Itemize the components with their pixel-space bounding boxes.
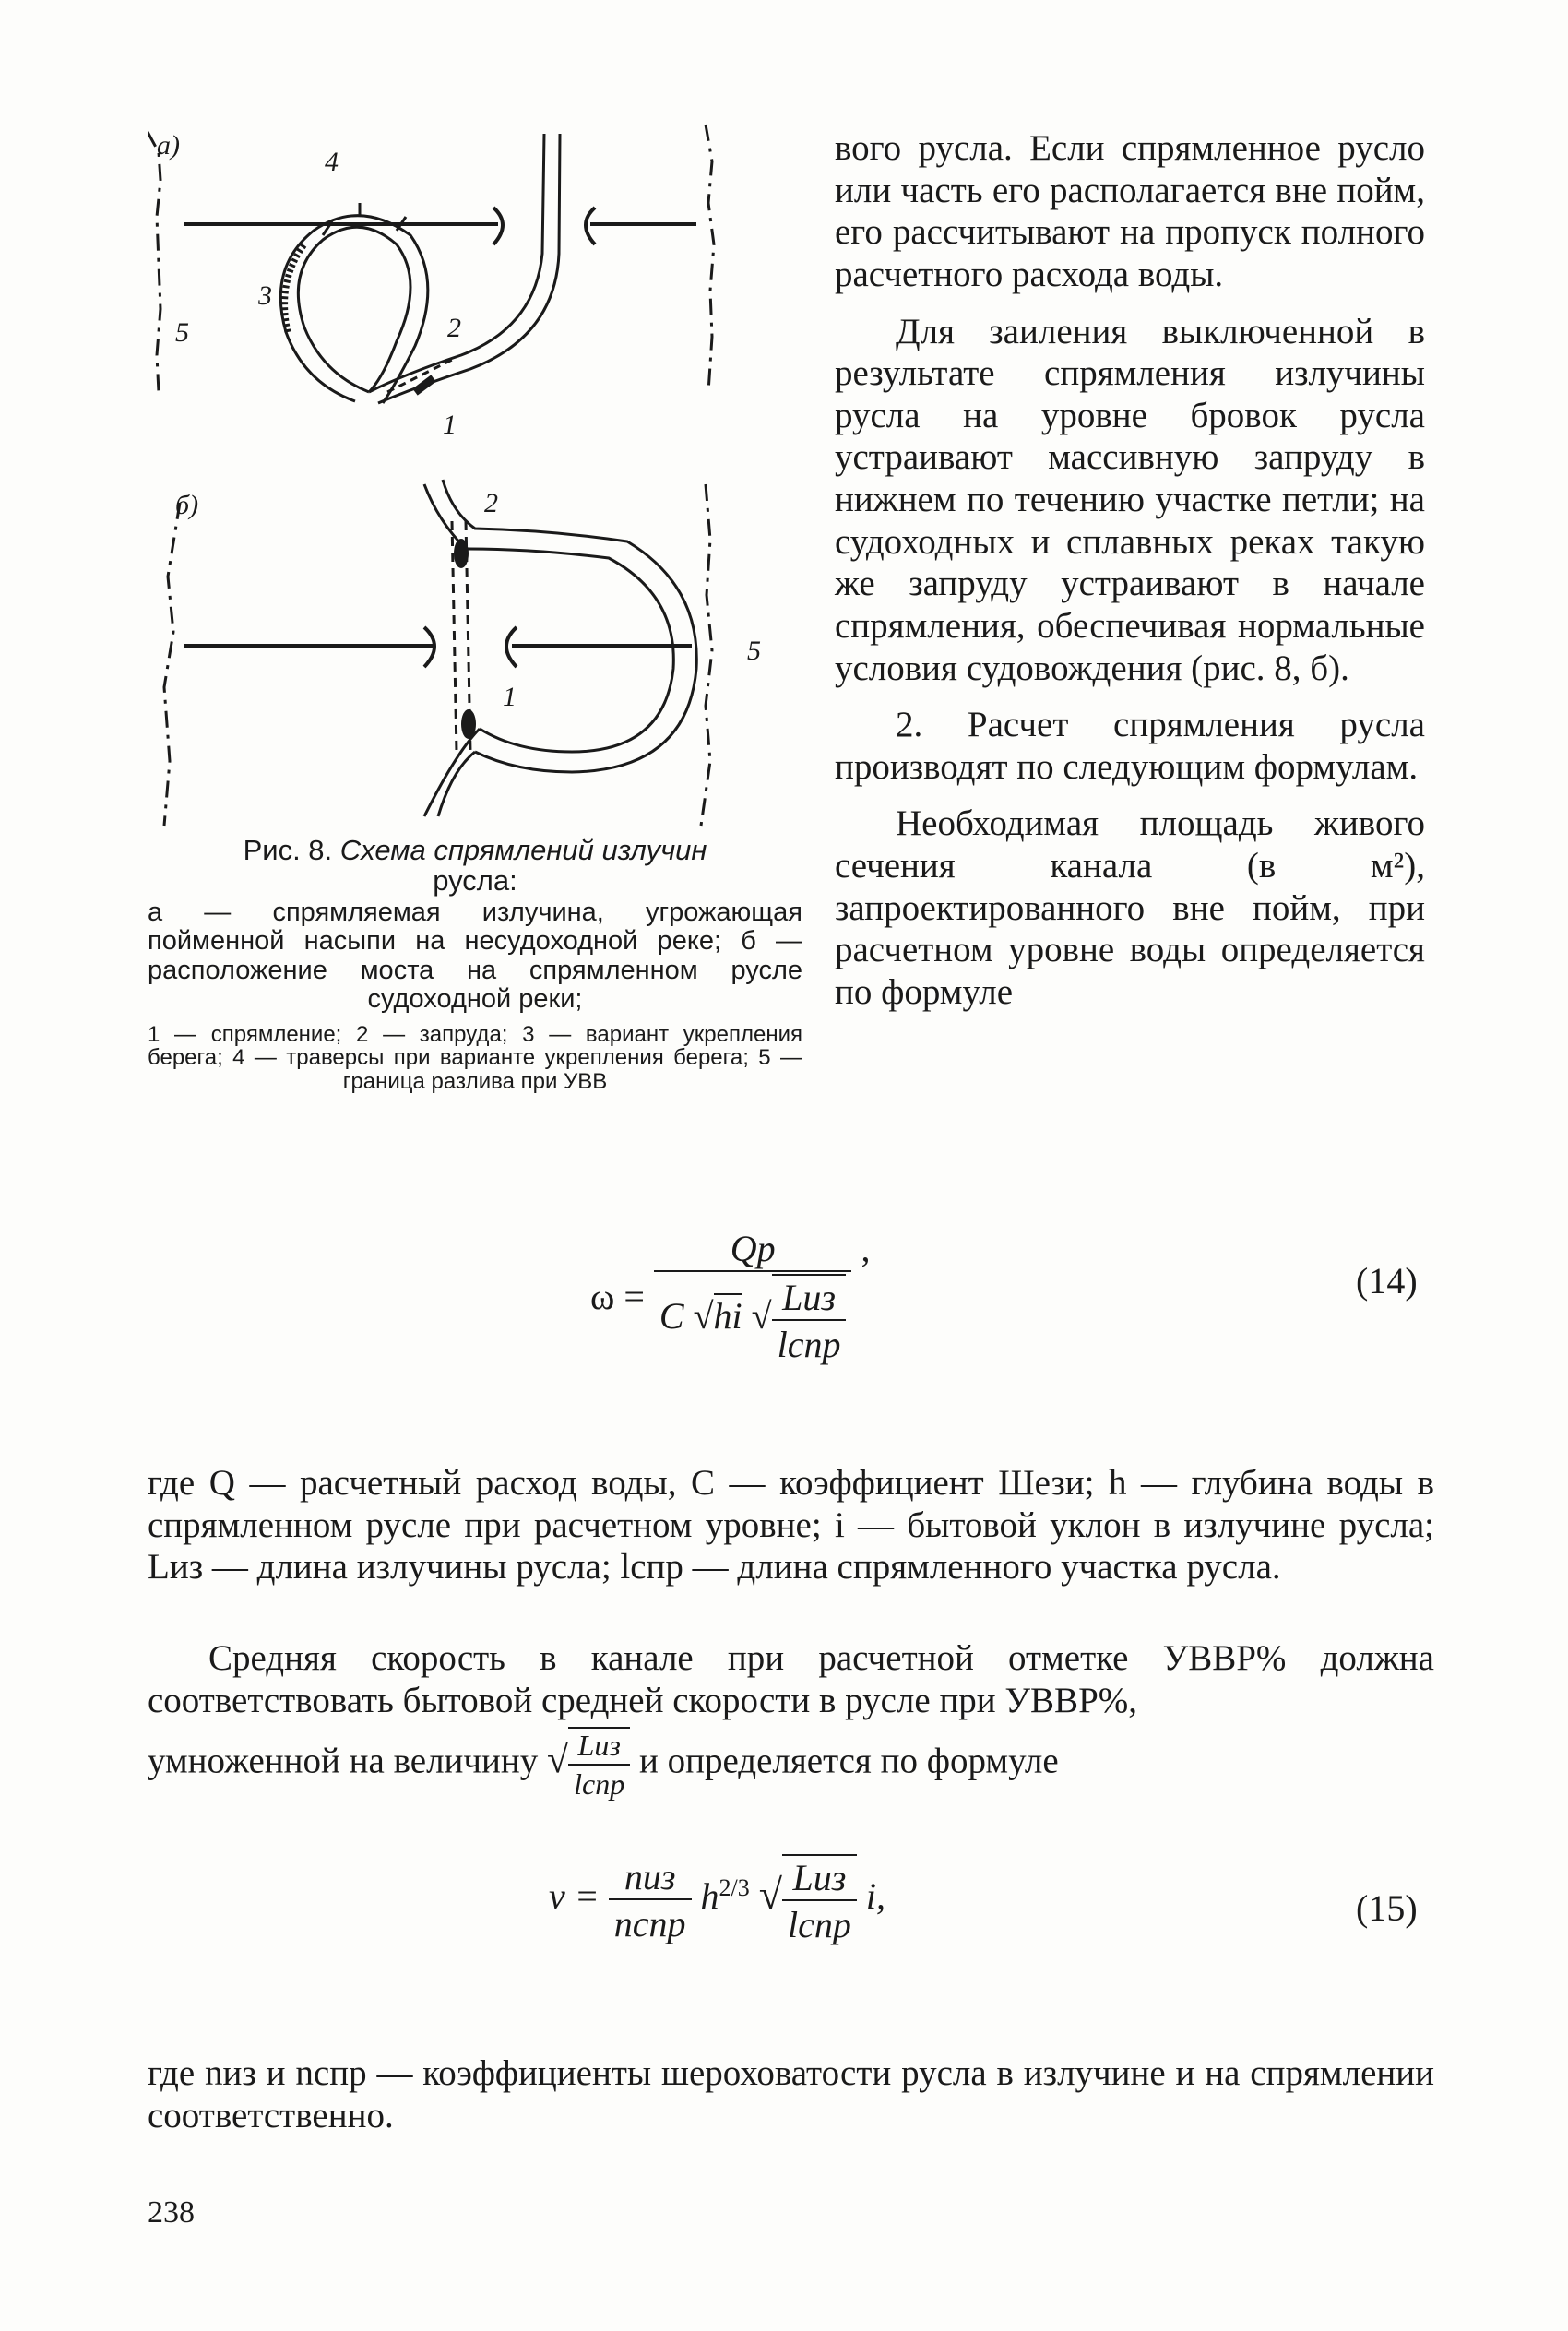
label-3: 3	[258, 280, 272, 311]
meander-loop-b	[424, 484, 673, 752]
paragraph: Для заиления выключенной в результате спрямления излучины русла на уровне бровок русла устраивают массивную запруду в нижнем по течению участке петли; на судоходных и сплавных реках такую же запруду устраивают в начале спрямления, обеспечивая нормальные условия судовождения (рис. 8, б).	[835, 311, 1425, 688]
roughness-paragraph: где nиз и nспр — коэффициенты шероховатости русла в излучине и на спрямлении соответственно.	[148, 2053, 1434, 2135]
flood-boundary-right-b	[701, 484, 712, 826]
dam-lower-b	[461, 709, 476, 739]
meander-loop-a	[298, 227, 410, 392]
caption-title: Рис. 8. Схема спрямлений излучин русла:	[243, 834, 707, 898]
label-5-a: 5	[175, 317, 189, 348]
equation-number-14: (14)	[1356, 1260, 1418, 1302]
paragraph: вого русла. Если спрямленное русло или часть его располагается вне пойм, его рассчитывают на пропуск полного расчетного расхода воды.	[835, 128, 1425, 294]
right-column-text	[835, 127, 1425, 1029]
flood-boundary-left-b	[164, 503, 180, 826]
label-1-b: 1	[503, 682, 517, 712]
label-a: а)	[157, 130, 180, 161]
formula-15: v = $\frac{\text{nиз}}{\text{nспр}}$ $h^{2/3}$ √ $\frac{\text{Lиз}}{\text{lспр}}$ i,	[549, 1856, 885, 1945]
river-diagram	[148, 115, 812, 835]
dam-a	[415, 378, 434, 392]
label-b: б)	[175, 490, 199, 520]
page-number: 238	[148, 2195, 195, 2230]
dam-upper-b	[454, 539, 469, 568]
figure-8	[148, 115, 812, 835]
label-5-b: 5	[747, 636, 761, 666]
label-2-b: 2	[484, 488, 498, 518]
caption-body: а — спрямляемая излучина, угрожающая пойменной насыпи на несудоходной реке; б — расположение моста на спрямленном русле судоходной реки;	[148, 897, 802, 1014]
label-1-a: 1	[443, 410, 457, 440]
flood-boundary-right-a	[706, 125, 714, 392]
river-bank-outer-a	[369, 134, 544, 392]
velocity-paragraph: Средняя скорость в канале при расчетной отметке УВВP% должна соответствовать бытовой средней скорости в русле при УВВP%, умноженной на величину √ $\frac{\text{Lиз}}{\text{lспр}}$ и определяется по формуле	[148, 1638, 1434, 1801]
paragraph: Необходимая площадь живого сечения канала (в м²), запроектированного вне пойм, при расчетном уровне воды определяется по формуле	[835, 803, 1425, 1012]
paragraph: 2. Расчет спрямления русла производят по следующим формулам.	[835, 705, 1425, 787]
equation-number-15: (15)	[1356, 1887, 1418, 1929]
definitions-paragraph: где Q — расчетный расход воды, C — коэффициент Шези; h — глубина воды в спрямленном русле при расчетном уровне; i — бытовой уклон в излучине русла; Lиз — длина излучины русла; lспр — длина спрямленного участка русла.	[148, 1463, 1434, 1588]
formula-14: ω = Qр C √hi √ $\frac{\text{Lиз}}{\text{lспр}}$ ,	[590, 1228, 871, 1365]
flood-boundary-left-a	[148, 132, 160, 392]
label-4: 4	[325, 147, 339, 177]
label-2-a: 2	[447, 313, 461, 343]
figure-caption	[148, 835, 802, 1093]
caption-legend: 1 — спрямление; 2 — запруда; 3 — вариант укрепления берега; 4 — траверсы при варианте укрепления берега; 5 — граница разлива при УВВ	[148, 1022, 802, 1094]
